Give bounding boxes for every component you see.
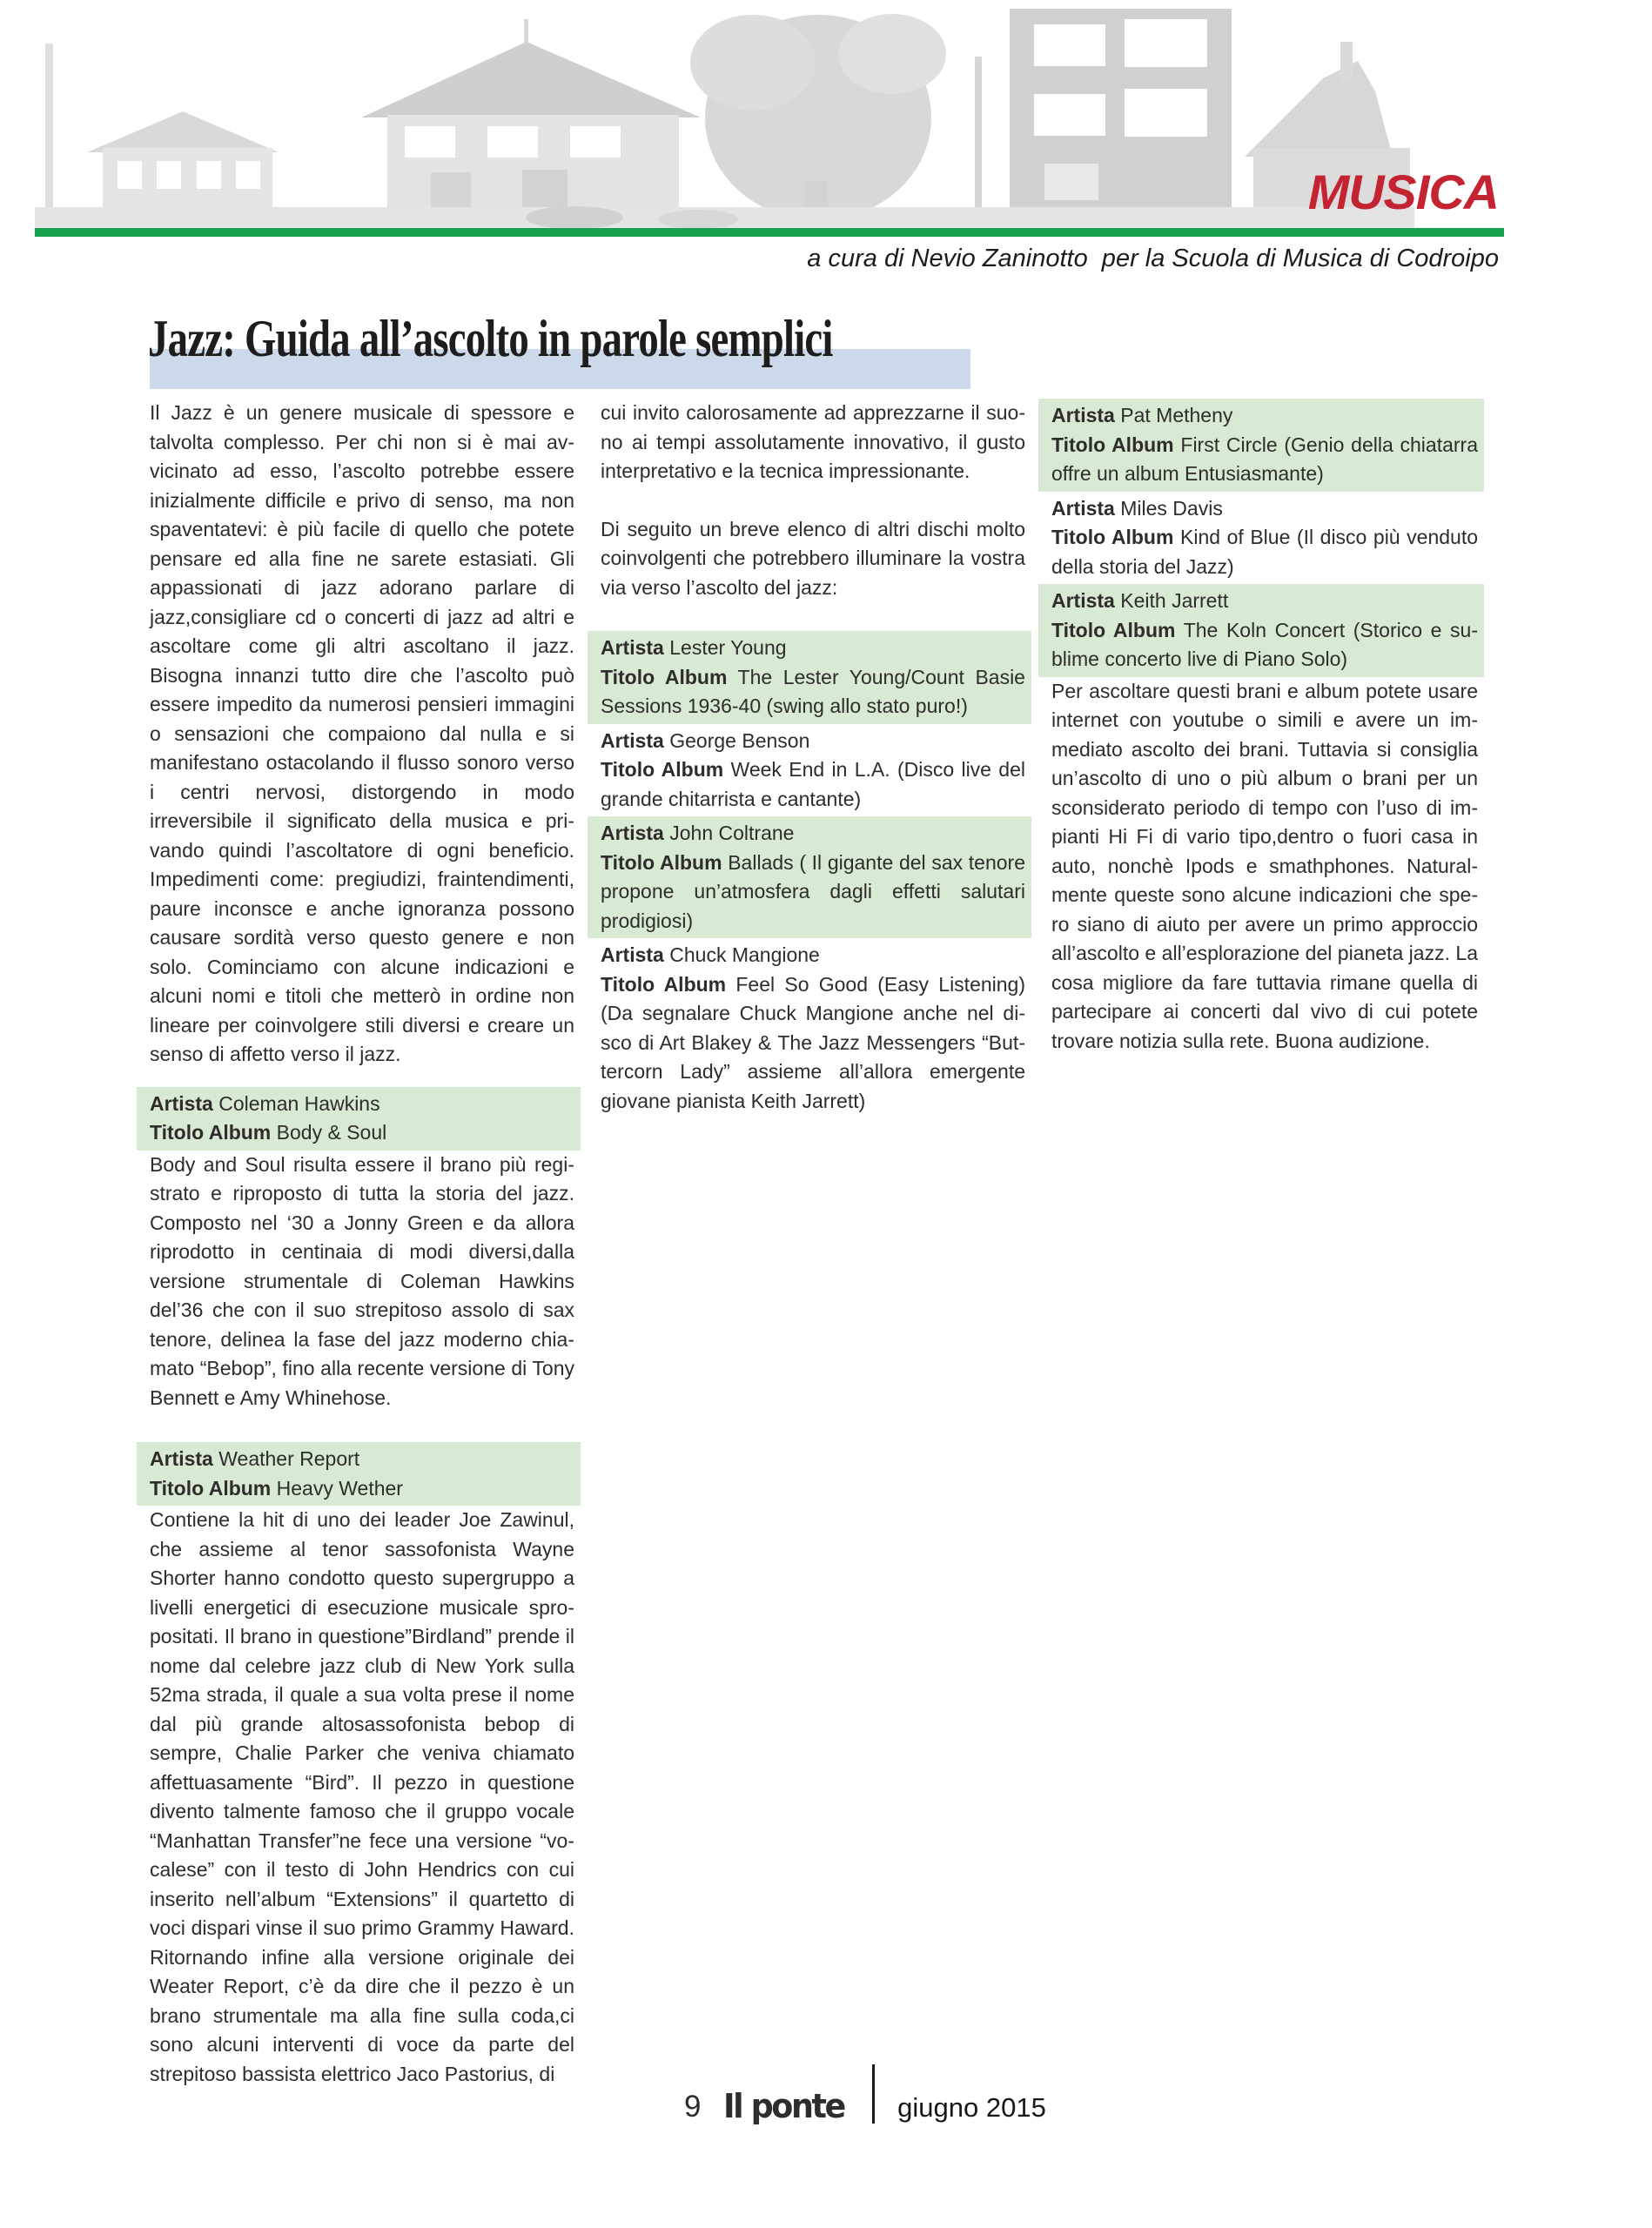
artista-label: Artista [601,636,664,659]
album-entry-weather-report [137,1442,581,1506]
album-title: The Koln Concert (Storico e sublime concerto live di Piano Solo) [1051,618,1478,670]
album-title: Ballads ( Il gigante del sax tenore propone un’atmosfera dagli effetti salutari prodigiosi) [601,850,1025,932]
header-photo [35,9,1508,229]
artist-name: John Coltrane [669,822,795,844]
artista-label: Artista [601,728,664,752]
page-footer [684,2064,1046,2124]
titolo-label: Titolo Album [1051,526,1174,548]
entry-review: Body and Soul risulta essere il brano più registrato e riproposto di tutta la storia del jazz. Composto nel ‘30 a Jonny Green e da allora riprodotto in centinaia di modi diversi,dalla versione strumentale di Coleman Hawkins del’36 che con il suo strepitoso assolo di sax tenore, delinea la fase del jazz moderno chiamato “Bebop”, fino alla recente versione di Tony Bennett e Amy Whinehose. [150,1152,574,1409]
album-title: Body & Soul [276,1121,387,1144]
artista-label: Artista [1051,404,1115,426]
artista-label: Artista [150,1091,213,1115]
artist-name: Keith Jarrett [1120,589,1229,612]
entry-review: Contiene la hit di uno dei leader Joe Zawinul, che assieme al tenor sassofonista Wayne Shorter hanno condotto questo supergruppo a livelli energetici di esecuzione musicale spropositati. Il brano in questione”Birdland” prende il nome dal celebre jazz club di New York sulla 52ma strada, il quale a sua volta prese il nome dal più grande altosassofonista bebop di sempre, Chalie Parker che veniva chiamato affettuasamente “Bird”. Il pezzo in questione divento talmente famoso che il gruppo vocale “Manhattan Transfer”ne fece una versione “vocalese” con il testo di John Hendrics con cui inserito nell’album “Extensions” il quartetto di voci dispari vinse il suo primo Grammy Haward. Ritornando infine alla versione originale dei Weater Report, c’è da dire che il pezzo è un brano strumentale ma alla fine sulla coda,ci sono alcuni interventi di voce da parte del strepitoso bassista elettrico Jaco Pastorius, di [150,1508,574,2085]
album-title: Feel So Good (Easy Listening) (Da segnalare Chuck Mangione anche nel disco di Art Blakey & The Jazz Messengers “Buttercorn Lady” assieme all’allora emergente giovane pianista Keith Jarrett) [601,972,1026,1112]
magazine-logo: Il ponte [723,2087,845,2125]
album-entry-keith-jarrett [1038,584,1484,677]
column-1 [150,399,574,2089]
header-rule [35,228,1504,237]
artista-label: Artista [1051,589,1115,612]
titolo-label: Titolo Album [601,850,722,874]
column-3 [1051,399,1478,1056]
titolo-label: Titolo Album [1051,433,1174,456]
album-title: Week End in L.A. (Disco live del grande chitarrista e cantante) [601,758,1025,810]
section-label: MUSICA [1307,164,1499,219]
artista-label: Artista [601,822,664,844]
album-title: First Circle (Genio della chiatarra offre un album Entusiasmante) [1051,433,1479,485]
album-title: Kind of Blue (Il disco più venduto della storia del Jazz) [1051,526,1479,578]
titolo-label: Titolo Album [601,665,728,688]
titolo-label: Titolo Album [150,1121,272,1144]
album-entry-miles-davis [1038,492,1484,585]
artista-label: Artista [1051,496,1115,520]
body-paragraph: cui invito calorosamente ad apprezzarne il suono ai tempi assolutamente innovativo, il gusto interpretativo e la tecnica impressionante. [601,401,1025,482]
album-title: The Lester Young/Count Basie Sessions 1936-40 (swing allo stato puro!) [601,665,1025,717]
artist-name: Miles Davis [1120,496,1223,520]
album-entry-coleman-hawkins [137,1087,581,1151]
album-entry-lester-young [588,631,1031,724]
footer-divider [872,2064,875,2124]
artist-name: Weather Report [218,1447,360,1470]
titolo-label: Titolo Album [601,972,727,996]
column-2 [601,399,1025,1118]
titolo-label: Titolo Album [150,1476,272,1500]
album-entry-john-coltrane [588,816,1031,938]
titolo-label: Titolo Album [601,758,724,781]
byline: a cura di Nevio Zaninotto per la Scuola di Musica di Codroipo [807,245,1499,272]
page-title: Jazz: Guida all’ascolto in parole semplici [148,310,833,367]
album-entry-chuck-mangione [588,938,1031,1118]
artist-name: Lester Young [669,636,787,659]
artist-name: George Benson [669,728,810,752]
album-entry-pat-metheny [1038,399,1484,492]
artista-label: Artista [150,1447,213,1470]
artist-name: Chuck Mangione [669,943,820,966]
titolo-label: Titolo Album [1051,618,1176,641]
album-title: Heavy Wether [276,1476,403,1500]
artist-name: Pat Metheny [1120,404,1233,426]
closing-paragraph: Per ascoltare questi brani e album potete usare internet con youtube o simili e avere un immediato ascolto dei brani. Tuttavia si consiglia un’ascolto di uno o più album o brani per un sconsiderato periodo di tempo con l’uso di impianti Hi Fi di vario tipo,dentro o fuori casa in auto, nonchè Ipods e smathphones. Naturalmente queste sono alcune indicazioni che spero siano di aiuto per avere un primo approccio all’ascolto e all’esplorazione del pianeta jazz. La cosa migliore da fare tuttavia rimane quella di partecipare ai concerti dal vivo di cui potete trovare notizia sulla rete. Buona audizione. [1051,679,1478,1052]
intro-paragraph: Il Jazz è un genere musicale di spessore e talvolta complesso. Per chi non si è mai avvicinato ad esso, l’ascolto potrebbe essere inizialmente difficile e privo di senso, ma non spaventatevi: è più facile di quello che potete pensare ed alla fine ne sarete estasiati. Gli appassionati di jazz adorano parlare di jazz,consigliare cd o concerti di jazz ad altri e ascoltare come gli altri ascoltano il jazz. Bisogna innanzi tutto dire che l’ascolto può essere impedito da numerosi pensieri immagini o sensazioni che compaiono dal nulla e si manifestano ostacolando il flusso sonoro verso i centri nervosi, distorgendo in modo irreversibile il significato della musica e privando quindi l’ascoltatore di ogni beneficio. Impedimenti come: pregiudizi, fraintendimenti, paure inconsce e anche ignoranza possono causare sordità verso questo genere e non solo. Cominciamo con alcune indicazioni e alcuni nomi e titoli che metterò in ordine non lineare per coinvolgere stili diversi e creare un senso di affetto verso il jazz. [150,401,574,1065]
issue-date: giugno 2015 [897,2092,1046,2123]
page-number: 9 [684,2090,702,2124]
body-paragraph: Di seguito un breve elenco di altri dischi molto coinvolgenti che potrebbero illuminare la vostra via verso l’ascolto del jazz: [601,517,1025,599]
album-entry-george-benson [588,724,1031,817]
artist-name: Coleman Hawkins [218,1091,380,1115]
artista-label: Artista [601,943,664,966]
